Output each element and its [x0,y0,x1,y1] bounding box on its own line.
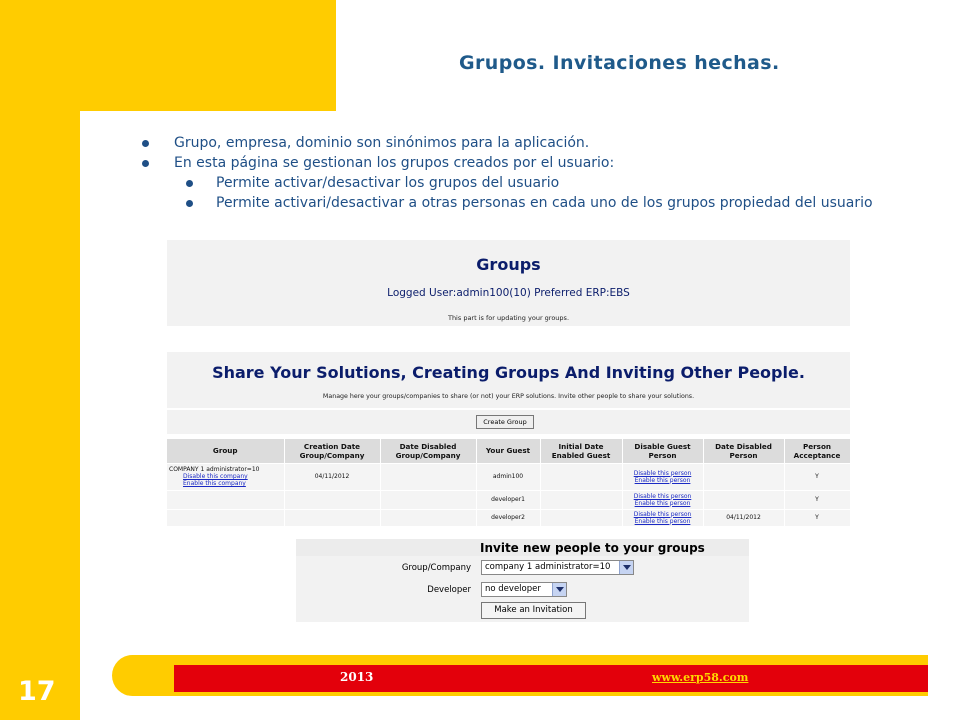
share-title: Share Your Solutions, Creating Groups And Inviting Other People. [212,363,805,382]
groups-table [167,439,851,526]
group-cell [167,490,284,509]
col-header: Your Guest [476,439,540,463]
date-disabled-person-cell [703,490,784,509]
chevron-down-icon[interactable] [619,561,633,574]
groups-note: This part is for updating your groups. [447,314,570,322]
disable-person-link[interactable]: Disable this person [633,510,692,518]
col-header: Creation Date Group/Company [284,439,380,463]
col-header: Date Disabled Person [703,439,784,463]
col-header: Initial Date Enabled Guest [540,439,622,463]
initial-date-cell [540,509,622,526]
enable-person-link[interactable]: Enable this person [634,517,691,525]
make-invitation-button[interactable]: Make an Invitation [481,602,586,619]
groups-title: Groups [476,255,541,274]
col-header: Date Disabled Group/Company [380,439,476,463]
date-disabled-person-cell [703,463,784,490]
table-row [167,509,850,526]
developer-value: no developer [485,584,541,594]
acceptance-cell: Y [784,463,850,490]
developer-label: Developer [427,585,471,595]
col-header: Person Acceptance [784,439,850,463]
initial-date-cell [540,463,622,490]
invite-title-bar [296,539,749,556]
embedded-app-screenshot [167,240,850,528]
share-header [167,352,850,408]
slide-title: Grupos. Invitaciones hechas. [459,52,780,74]
group-company-value: company 1 administrator=10 [485,562,611,572]
guest-cell: developer1 [476,490,540,509]
date-disabled-cell [380,463,476,490]
invite-panel [296,539,749,622]
creation-date-cell [284,509,380,526]
page-number: 17 [18,676,56,707]
group-cell [167,463,284,490]
group-name: COMPANY 1 administrator=10 [169,466,260,473]
guest-cell: developer2 [476,509,540,526]
create-group-row [167,410,850,434]
bullet-item: Grupo, empresa, dominio son sinónimos para la aplicación. [140,133,920,153]
guest-actions-cell [622,490,703,509]
initial-date-cell [540,490,622,509]
footer-link[interactable]: www.erp58.com [652,671,749,684]
footer-red-bar [174,665,928,692]
enable-person-link[interactable]: Enable this person [634,499,691,507]
logged-user-line: Logged User:admin100(10) Preferred ERP:EBS [387,287,630,299]
create-group-button[interactable]: Create Group [476,415,534,429]
date-disabled-cell [380,490,476,509]
sub-bullet-item: Permite activari/desactivar a otras personas en cada uno de los grupos propiedad del usuario [140,193,920,213]
top-yellow-block [0,0,336,111]
disable-person-link[interactable]: Disable this person [633,469,692,477]
developer-select[interactable] [481,582,567,597]
disable-company-link[interactable]: Disable this company [183,473,248,480]
creation-date-cell: 04/11/2012 [284,463,380,490]
disable-person-link[interactable]: Disable this person [633,492,692,500]
guest-actions-cell [622,463,703,490]
group-company-select[interactable] [481,560,634,575]
bullet-list [140,133,920,213]
table-row [167,463,850,490]
date-disabled-person-cell: 04/11/2012 [703,509,784,526]
enable-person-link[interactable]: Enable this person [634,476,691,484]
group-cell [167,509,284,526]
col-header: Disable Guest Person [622,439,703,463]
date-disabled-cell [380,509,476,526]
groups-header [167,240,850,326]
footer-year: 2013 [340,670,374,684]
bullet-item: En esta página se gestionan los grupos creados por el usuario: [140,153,920,173]
table-row [167,490,850,509]
sub-bullet-item: Permite activar/desactivar los grupos del usuario [140,173,920,193]
chevron-down-icon[interactable] [552,583,566,596]
group-company-label: Group/Company [401,563,471,573]
enable-company-link[interactable]: Enable this company [183,480,246,487]
guest-actions-cell [622,509,703,526]
guest-cell: admin100 [476,463,540,490]
creation-date-cell [284,490,380,509]
acceptance-cell: Y [784,490,850,509]
share-note: Manage here your groups/companies to share (or not) your ERP solutions. Invite other people to share your solutions. [322,393,695,400]
invite-title: Invite new people to your groups [480,541,705,555]
table-header-row [167,439,850,463]
col-header: Group [167,439,284,463]
acceptance-cell: Y [784,509,850,526]
